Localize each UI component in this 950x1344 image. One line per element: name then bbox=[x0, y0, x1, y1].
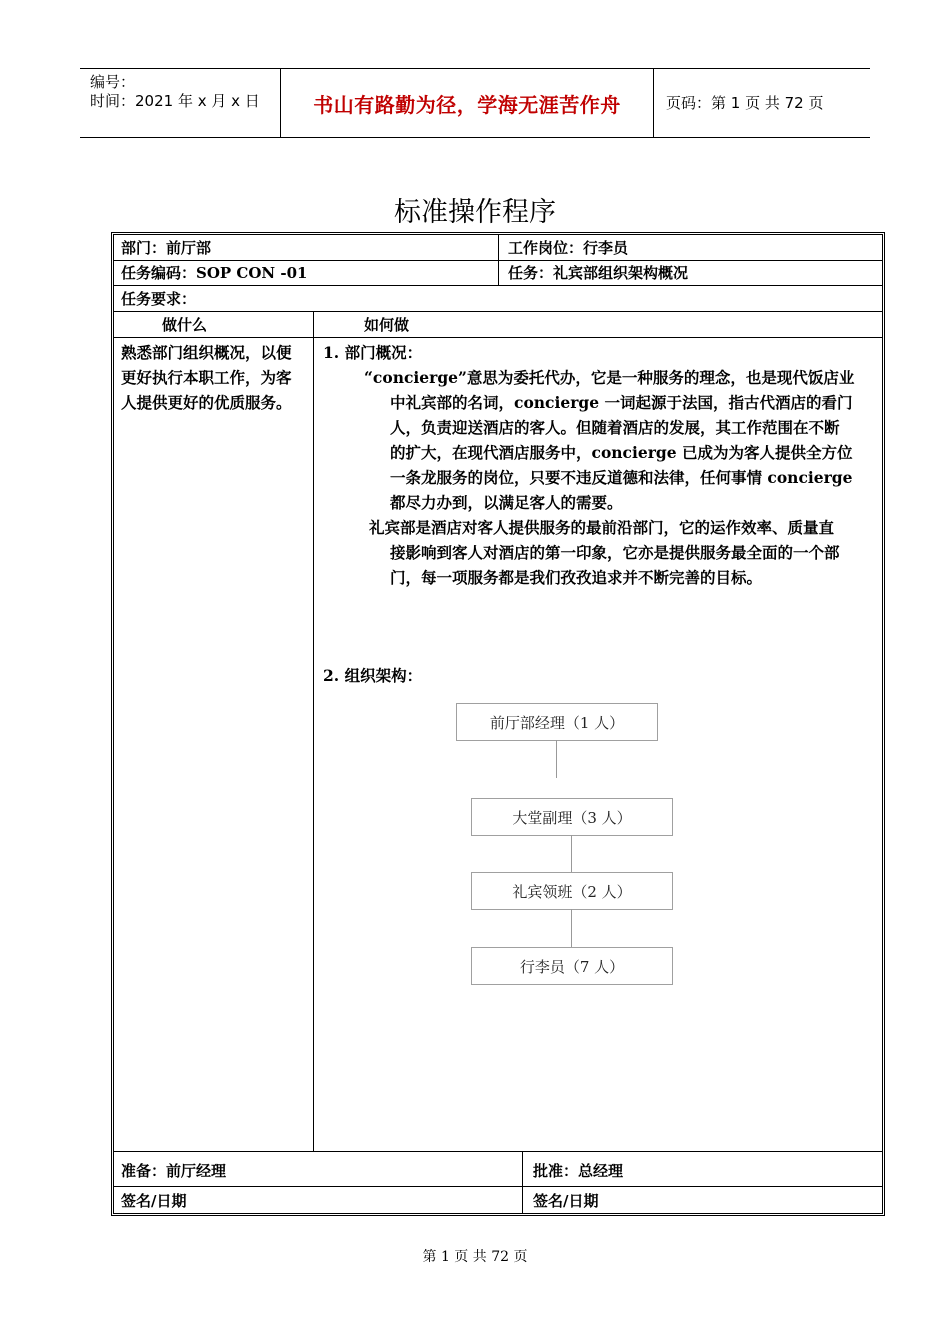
header-meta bbox=[80, 69, 280, 137]
department: 部门：前厅部 bbox=[121, 239, 212, 257]
col-divider bbox=[498, 235, 499, 285]
para-line: 礼宾部是酒店对客人提供服务的最前沿部门，它的运作效率、质量直 bbox=[369, 518, 835, 537]
what-line: 人提供更好的优质服务。 bbox=[121, 393, 292, 412]
org-label: 礼宾领班（2 人） bbox=[512, 882, 632, 901]
page-footer: 第 1 页 共 72 页 bbox=[422, 1249, 528, 1265]
what-text bbox=[121, 340, 292, 415]
org-label: 行李员（7 人） bbox=[519, 957, 625, 976]
sop-form bbox=[111, 232, 885, 1216]
approved-by: 批准：总经理 bbox=[533, 1162, 624, 1180]
page-info-cell bbox=[654, 69, 870, 137]
org-box-lobby-assistant-manager bbox=[471, 798, 673, 836]
number-label: 编号： bbox=[90, 73, 136, 91]
para-line: 的扩大，在现代酒店服务中，concierge 已成为为客人提供全方位 bbox=[390, 443, 853, 462]
position: 工作岗位：行李员 bbox=[508, 239, 629, 257]
row-divider bbox=[114, 285, 882, 286]
page-header bbox=[80, 68, 870, 138]
section1-para1 bbox=[364, 365, 884, 515]
page-info: 页码：第 1 页 共 72 页 bbox=[666, 94, 824, 112]
col-divider bbox=[522, 1151, 523, 1213]
row-divider bbox=[114, 1151, 882, 1152]
task: 任务：礼宾部组织架构概况 bbox=[508, 264, 689, 282]
what-line: 更好执行本职工作，为客 bbox=[121, 368, 292, 387]
org-connector bbox=[556, 740, 557, 778]
sign-date-right: 签名/日期 bbox=[533, 1192, 599, 1210]
task-code: 任务编码：SOP CON -01 bbox=[121, 264, 308, 282]
org-box-front-office-manager bbox=[456, 703, 658, 741]
org-box-concierge-supervisor bbox=[471, 872, 673, 910]
para-line: 接影响到客人对酒店的第一印象，它亦是提供服务最全面的一个部 bbox=[390, 543, 840, 562]
para-line: 一条龙服务的岗位，只要不违反道德和法律，任何事情 concierge bbox=[390, 468, 853, 487]
org-box-bellman bbox=[471, 947, 673, 985]
org-label: 大堂副理（3 人） bbox=[512, 808, 632, 827]
col-header-what: 做什么 bbox=[162, 316, 208, 334]
para-line: 人，负责迎送酒店的客人。但随着酒店的发展，其工作范围在不断 bbox=[390, 418, 840, 437]
task-requirement: 任务要求： bbox=[121, 290, 197, 308]
para-line: 中礼宾部的名词，concierge 一词起源于法国，指古代酒店的看门 bbox=[390, 393, 853, 412]
col-header-how: 如何做 bbox=[364, 316, 410, 334]
org-connector bbox=[571, 909, 572, 947]
row-divider bbox=[114, 311, 882, 312]
sign-date-left: 签名/日期 bbox=[121, 1192, 187, 1210]
para-line: 都尽力办到，以满足客人的需要。 bbox=[390, 493, 623, 512]
prepared-by: 准备：前厅经理 bbox=[121, 1162, 227, 1180]
motto: 书山有路勤为径，学海无涯苦作舟 bbox=[313, 92, 621, 117]
section1-para2 bbox=[369, 515, 884, 590]
row-divider bbox=[114, 337, 882, 338]
section2-title: 2. 组织架构： bbox=[323, 666, 423, 685]
col-divider bbox=[313, 311, 314, 1151]
row-divider bbox=[114, 1186, 882, 1187]
org-label: 前厅部经理（1 人） bbox=[489, 713, 625, 732]
page-title: 标准操作程序 bbox=[394, 197, 556, 228]
org-connector bbox=[571, 835, 572, 872]
what-line: 熟悉部门组织概况，以便 bbox=[121, 343, 292, 362]
section1-title: 1. 部门概况： bbox=[323, 343, 423, 362]
time-label: 时间：2021 年 x 月 x 日 bbox=[90, 92, 260, 110]
motto-cell bbox=[280, 69, 654, 137]
para-line: 门，每一项服务都是我们孜孜追求并不断完善的目标。 bbox=[390, 568, 763, 587]
para-line: “concierge”意思为委托代办，它是一种服务的理念，也是现代饭店业 bbox=[364, 368, 855, 387]
